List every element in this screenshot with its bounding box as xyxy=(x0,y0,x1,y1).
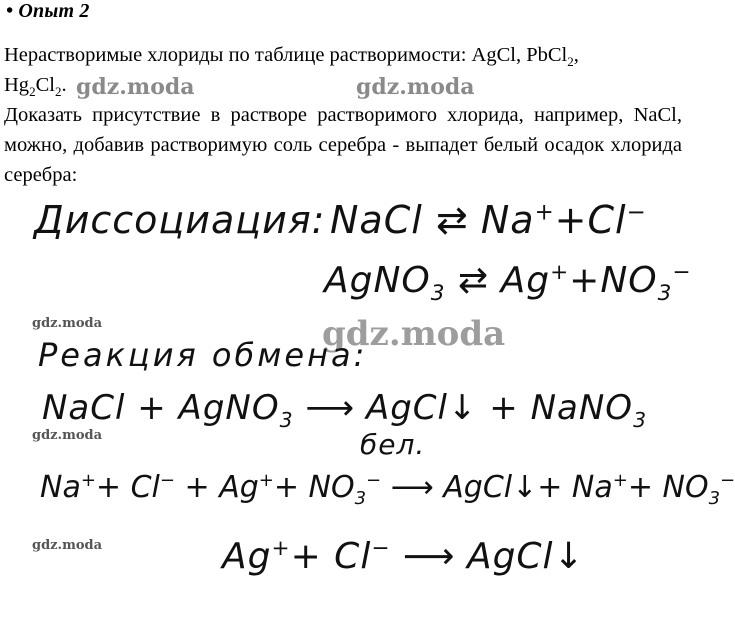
watermark-side-3: gdz.moda xyxy=(32,538,103,553)
experiment-heading: • Опыт 2 xyxy=(6,0,90,22)
molecular-equation: NaCl + AgNO$_3$ ⟶ AgCl↓ + NaNO$_3$ xyxy=(42,388,648,432)
short-ionic-equation: Ag++ Cl− ⟶ AgCl↓ xyxy=(222,536,585,577)
insoluble-chlorides-paragraph: Нерастворимые хлориды по таблице растворимости: AgCl, PbCl$_2$, $Hg_2Cl_2$. xyxy=(4,44,579,100)
detection-paragraph: Доказать присутствие в растворе растворимого хлорида, например, NaCl, можно, добавив растворимую соль серебра - выпадет белый осадок хлорида серебра: xyxy=(4,104,682,186)
watermark-center: gdz.moda xyxy=(322,314,506,354)
watermark-side-2: gdz.moda xyxy=(32,428,103,443)
full-ionic-equation: $Na^++ Cl^- + Ag^++ NO_3^-$ ⟶ AgCl↓+ $Na^++ NO_3^-$ xyxy=(40,470,735,509)
white-precipitate-note: бел. xyxy=(360,428,426,461)
exchange-reaction-label: Реакция обмена: xyxy=(38,336,368,374)
watermark-side-1: gdz.moda xyxy=(32,316,103,331)
dissociation-equation-agno3: AgNO$_3$ ⇄ $Ag^++NO_3^-$ xyxy=(324,260,692,307)
watermark-top-left: gdz.moda xyxy=(76,74,195,100)
dissociation-equation-nacl: NaCl ⇄ Na++Cl− xyxy=(330,198,647,242)
dissociation-label: Диссоциация: xyxy=(34,198,326,242)
watermark-top-right: gdz.moda xyxy=(356,74,475,100)
